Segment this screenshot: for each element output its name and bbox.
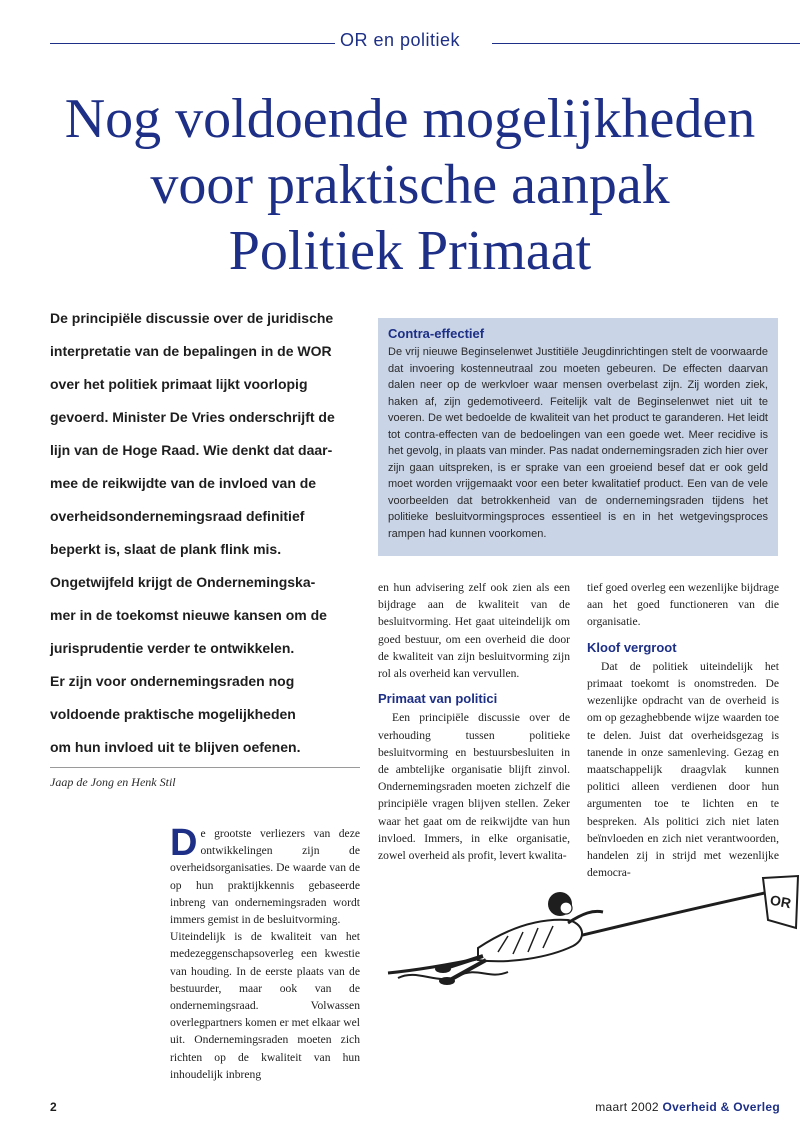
- figure-shoe: [435, 965, 451, 973]
- lead-line: Ongetwijfeld krijgt de Ondernemingska-: [50, 574, 316, 590]
- page-number: 2: [50, 1100, 57, 1114]
- col3-paragraph-1: tief goed overleg een wezenlijke bijdrage aan het goed functioneren van die organisatie.: [587, 581, 779, 629]
- lead-line: overheidsondernemingsraad definitief: [50, 508, 305, 524]
- footer-date: maart 2002: [595, 1100, 659, 1114]
- flag-label: OR: [768, 891, 793, 912]
- sidebar-box-contra-effectief: [378, 318, 778, 556]
- lead-line: beperkt is, slaat de plank flink mis.: [50, 541, 282, 557]
- cartoon-illustration: [368, 868, 800, 988]
- col2-paragraph-1: en hun advisering zelf ook zien als een bijdrage aan de kwaliteit van de besluitvorming. Het gaat uiteindelijk om goed bestuur, om een overheid die door de kwaliteit van zijn besluitvorming zijn rol als overheid kan vervullen.: [378, 581, 570, 681]
- headline-line-3: Politiek Primaat: [228, 220, 592, 282]
- article-headline: [30, 86, 790, 284]
- figure-body: [478, 920, 582, 961]
- author-byline: Jaap de Jong en Henk Stil: [50, 775, 176, 789]
- lead-line: jurisprudentie verder te ontwikkelen.: [50, 640, 295, 656]
- lead-line: voldoende praktische mogelijkheden: [50, 706, 296, 722]
- headline-line-2: voor praktische aanpak: [150, 154, 670, 216]
- figure-face: [560, 902, 572, 914]
- col1-text-1: e grootste verliezers van deze ontwikkelingen zijn de overheidsorganisaties. De waarde van de op hun praktijkkennis gebaseerde inbreng van ondernemingsraden wordt immers gemist in de besluitvorming.: [170, 827, 360, 927]
- section-rubric: OR en politiek: [339, 30, 461, 50]
- subheading-kloof-vergroot: Kloof vergroot: [587, 639, 677, 655]
- figure-arm: [568, 911, 603, 923]
- rope: [388, 888, 788, 973]
- lead-line: over het politiek primaat lijkt voorlopig: [50, 376, 308, 392]
- body-column-3: [587, 579, 779, 881]
- col1-paragraph-2: Uiteindelijk is de kwaliteit van het medezeggenschapsoverleg een kwestie van houding. In de eerste plaats van de bestuurder, maar ook van de ondernemingsraad. Volwassen overlegpartners komen er met elkaar wel uit. Ondernemingsraden moeten zich richten op de kwaliteit van hun inhoudelijk inbreng: [170, 930, 360, 1081]
- body-column-2: [378, 579, 570, 864]
- lead-line: mee de reikwijdte van de invloed van de: [50, 475, 317, 491]
- box-text: De vrij nieuwe Beginselenwet Justitiële Jeugdinrichtingen stelt de voorwaarde dat invoering kostenneutraal zou moeten gebeuren. De effecten daarvan dalen neer op de werkvloer waar mensen overbelast zijn. Zij worden ziek, haken af, zijn gedemotiveerd. Feitelijk valt de Beginselenwet niet uit te voeren. De wet bedoelde de kwaliteit van het product te garanderen. Het leidt tot contra-effecten van de bedoelingen van een goede wet. Meer recidive is het gevolg, in plaats van minder. Pas nadat ondernemingsraden zich hier over zijn gaan uitspreken, is er sprake van een groeiend besef dat er ook geld moet worden vrijgemaakt voor een beter kwalitatief product. Een van de vele voorbeelden dat betrokkenheid van de ondernemingsraden tijdens het politieke besluitvormingsproces essentieel is en in het wetgevingsproces rampen had kunnen voorkomen.: [388, 346, 768, 540]
- lead-line: lijn van de Hoge Raad. Wie denkt dat daar-: [50, 442, 333, 458]
- lead-line: De principiële discussie over de juridische: [50, 310, 334, 326]
- byline-divider: [50, 767, 360, 768]
- lead-line: interpretatie van de bepalingen in de WOR: [50, 343, 332, 359]
- subheading-primaat-van-politici: Primaat van politici: [378, 691, 498, 707]
- footer-magazine: Overheid & Overleg: [662, 1100, 780, 1114]
- drop-cap: D: [170, 822, 198, 864]
- lead-paragraph: [50, 302, 362, 764]
- box-title: Contra-effectief: [388, 326, 485, 341]
- lead-line: om hun invloed uit te blijven oefenen.: [50, 739, 301, 755]
- col2-paragraph-2: Een principiële discussie over de verhouding tussen politieke besluitvorming en bestuursbesluiten in de ambtelijke organisatie blijft zinvol. Ondernemingsraden moeten zichzelf die principiële vragen blijven stellen. Zeker waar het gaat om de reikwijdte van hun invloed. Immers, in elke organisatie, zowel overheid als profit, levert kwalita-: [378, 711, 570, 863]
- footer-publication: [595, 1100, 780, 1114]
- headline-line-1: Nog voldoende mogelijkheden: [64, 88, 756, 150]
- body-column-1: [170, 822, 360, 1083]
- col1-paragraph-1: [170, 822, 360, 928]
- figure-shoe: [439, 977, 455, 985]
- lead-line: gevoerd. Minister De Vries onderschrijft de: [50, 409, 335, 425]
- col3-paragraph-2: Dat de politiek uiteindelijk het primaat toekomt is onomstreden. De wezenlijke opdracht van de overheid is om op gezaghebbende wijze waarden toe te delen. Juist dat overheidsgezag is tanende in onze samenleving. Gezag en maatschappelijk draagvlak kunnen politici alleen verdienen door hun argumenten toe te lichten en te bespreken. Als politici zich niet laten beïnvloeden en zich niet verantwoorden, handelen zij in strijd met wezenlijke democra-: [587, 659, 779, 880]
- lead-line: Er zijn voor ondernemingsraden nog: [50, 673, 295, 689]
- lead-line: mer in de toekomst nieuwe kansen om de: [50, 607, 327, 623]
